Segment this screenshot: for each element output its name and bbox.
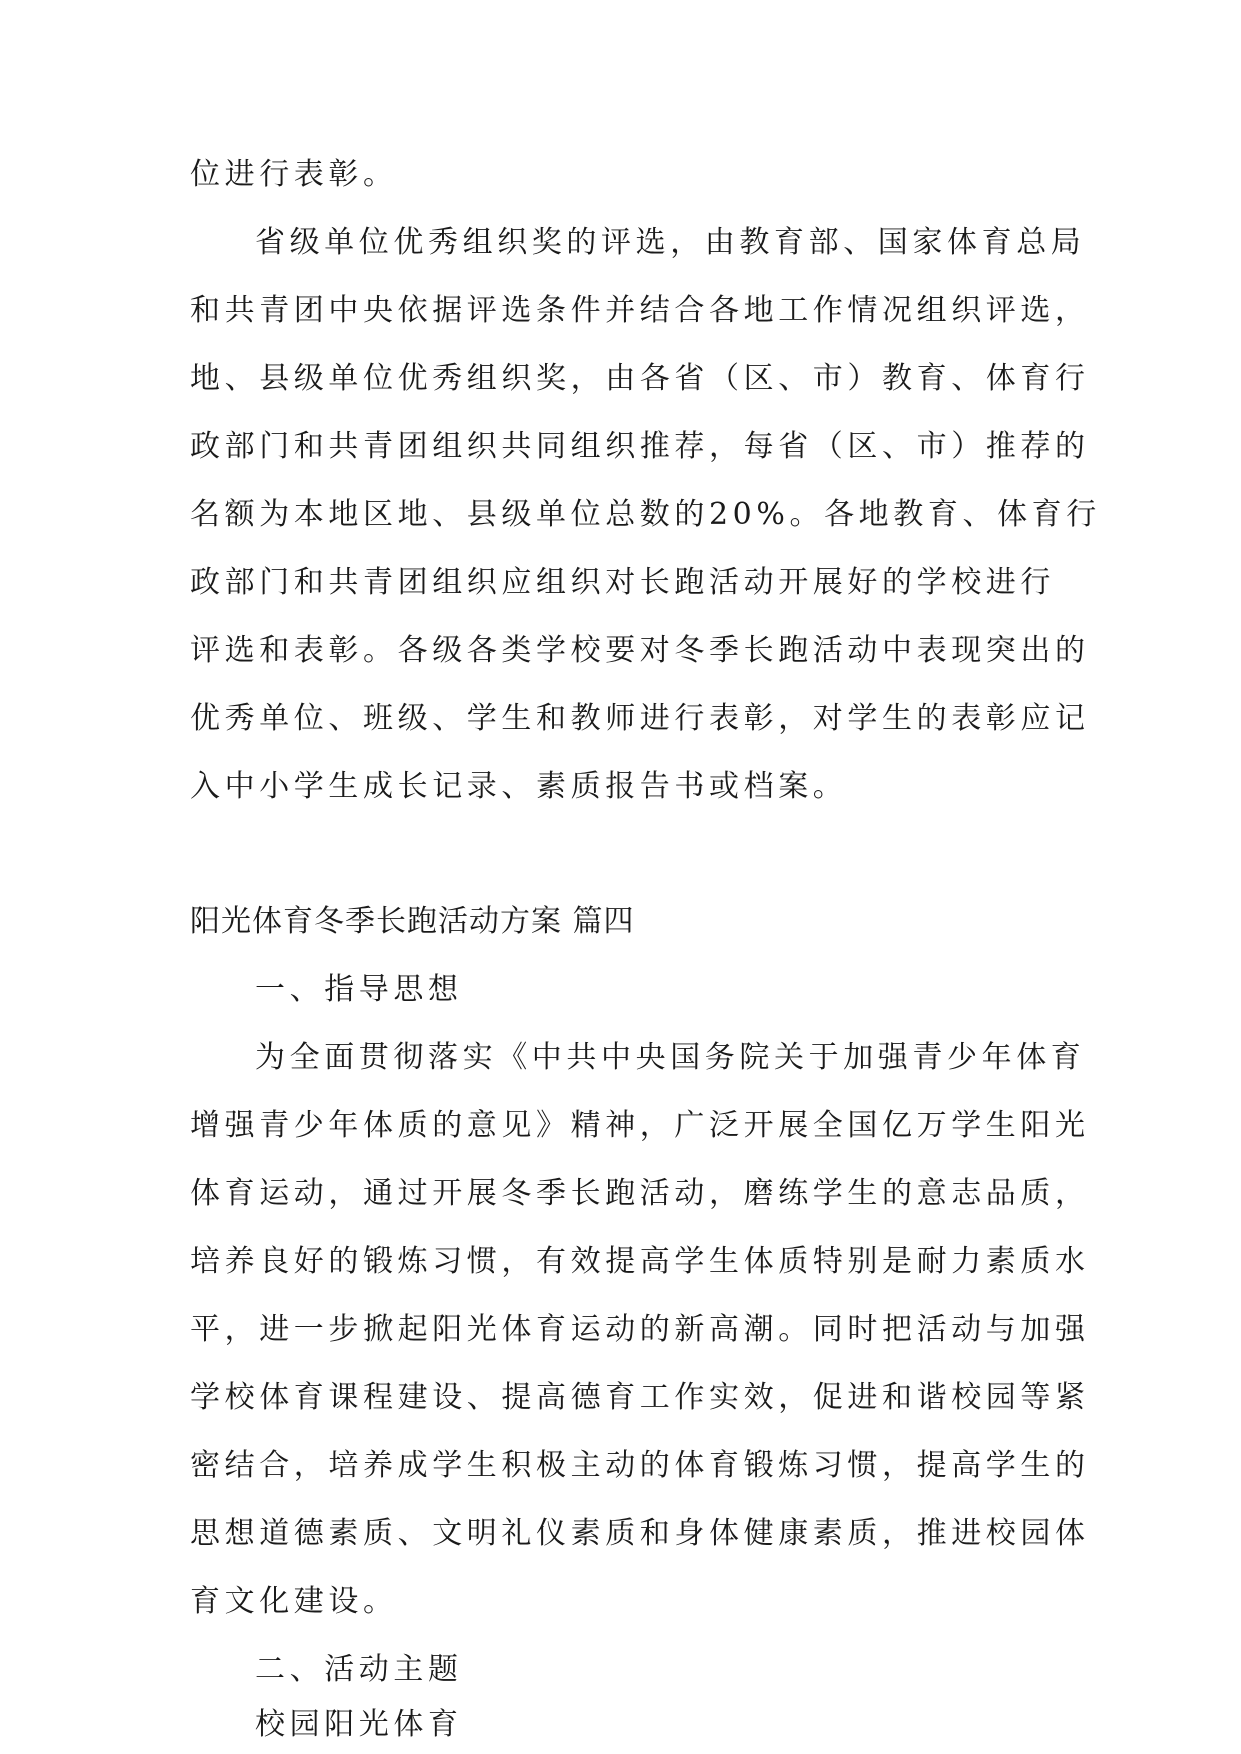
text-line: 省级单位优秀组织奖的评选，由教育部、国家体育总局: [255, 225, 1086, 260]
text-line: 政部门和共青团组织应组织对长跑活动开展好的学校进行: [190, 565, 1055, 600]
text-line: 密结合，培养成学生积极主动的体育锻炼习惯，提高学生的: [190, 1448, 1090, 1483]
text-line: 入中小学生成长记录、素质报告书或档案。: [190, 769, 848, 804]
text-line: 平，进一步掀起阳光体育运动的新高潮。同时把活动与加强: [190, 1312, 1090, 1347]
text-line: 育文化建设。: [190, 1584, 398, 1619]
text-line: 评选和表彰。各级各类学校要对冬季长跑活动中表现突出的: [190, 633, 1090, 668]
text-line: 和共青团中央依据评选条件并结合各地工作情况组织评选，: [190, 293, 1090, 328]
text-line: 培养良好的锻炼习惯，有效提高学生体质特别是耐力素质水: [190, 1244, 1090, 1279]
subheading: 二、活动主题: [255, 1652, 463, 1687]
text-line: 名额为本地区地、县级单位总数的20%。各地教育、体育行: [190, 497, 1101, 532]
text-line: 思想道德素质、文明礼仪素质和身体健康素质，推进校园体: [190, 1516, 1090, 1551]
text-line: 优秀单位、班级、学生和教师进行表彰，对学生的表彰应记: [190, 701, 1090, 736]
text-line: 学校体育课程建设、提高德育工作实效，促进和谐校园等紧: [190, 1380, 1090, 1415]
text-line: 体育运动，通过开展冬季长跑活动，磨练学生的意志品质，: [190, 1176, 1090, 1211]
section-title: 阳光体育冬季长跑活动方案 篇四: [190, 904, 635, 939]
subheading: 一、指导思想: [255, 972, 463, 1007]
text-line: 位进行表彰。: [190, 157, 398, 192]
text-line: 政部门和共青团组织共同组织推荐，每省（区、市）推荐的: [190, 429, 1090, 464]
text-line: 校园阳光体育: [255, 1707, 463, 1742]
text-line: 增强青少年体质的意见》精神，广泛开展全国亿万学生阳光: [190, 1108, 1090, 1143]
text-line: 为全面贯彻落实《中共中央国务院关于加强青少年体育: [255, 1040, 1086, 1075]
text-line: 地、县级单位优秀组织奖，由各省（区、市）教育、体育行: [190, 361, 1090, 396]
